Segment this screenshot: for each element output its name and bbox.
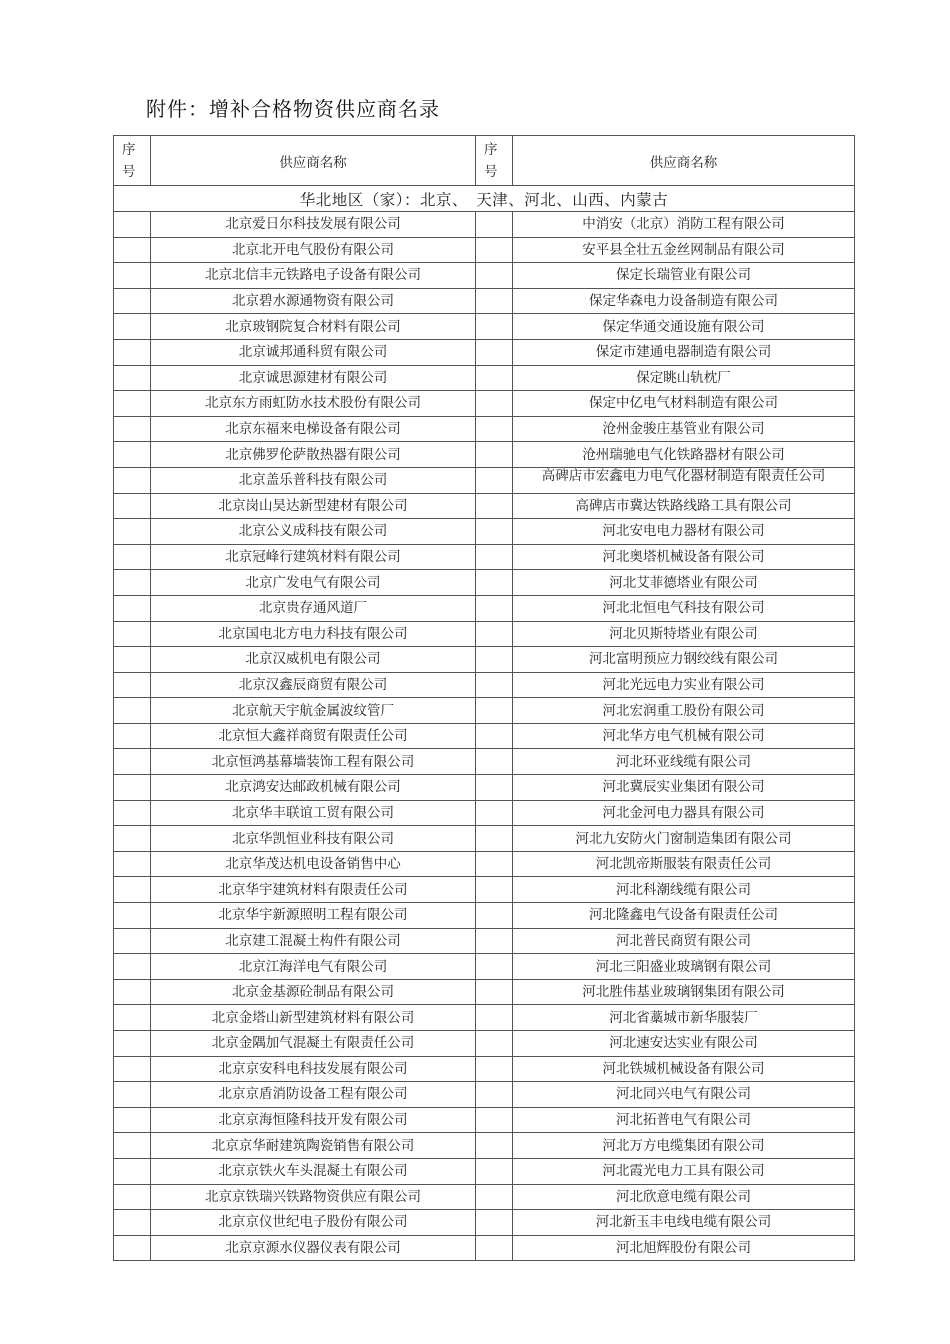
seq-cell-right (476, 749, 513, 775)
seq-cell-right (476, 826, 513, 852)
supplier-name-right: 河北铁城机械设备有限公司 (513, 1056, 855, 1082)
seq-cell-right (476, 1005, 513, 1031)
table-row (114, 212, 855, 238)
table-row (114, 595, 855, 621)
seq-cell-right (476, 647, 513, 673)
table-row (114, 570, 855, 596)
seq-cell-left (114, 903, 151, 929)
supplier-name-right: 河北贝斯特塔业有限公司 (513, 621, 855, 647)
name-header-right: 供应商名称 (513, 136, 855, 186)
seq-cell-left (114, 928, 151, 954)
seq-cell-right (476, 1210, 513, 1236)
seq-cell-right (476, 979, 513, 1005)
table-row (114, 263, 855, 289)
seq-header-left: 序 号 (114, 136, 151, 186)
seq-cell-left (114, 365, 151, 391)
supplier-name-right: 河北同兴电气有限公司 (513, 1082, 855, 1108)
supplier-name-right: 安平县全壮五金丝网制品有限公司 (513, 237, 855, 263)
supplier-name-left: 北京金塔山新型建筑材料有限公司 (151, 1005, 476, 1031)
seq-cell-right (476, 570, 513, 596)
seq-cell-right (476, 416, 513, 442)
seq-cell-right (476, 877, 513, 903)
seq-cell-left (114, 467, 151, 493)
table-header-row (114, 136, 855, 186)
supplier-name-right: 河北华方电气机械有限公司 (513, 723, 855, 749)
seq-cell-left (114, 979, 151, 1005)
supplier-name-left: 北京京源水仪器仪表有限公司 (151, 1235, 476, 1261)
table-row (114, 851, 855, 877)
seq-cell-right (476, 954, 513, 980)
seq-cell-left (114, 314, 151, 340)
table-row (114, 672, 855, 698)
table-row (114, 1107, 855, 1133)
supplier-name-left: 北京碧水源通物资有限公司 (151, 288, 476, 314)
supplier-name-right: 河北欣意电缆有限公司 (513, 1184, 855, 1210)
supplier-name-right: 河北万方电缆集团有限公司 (513, 1133, 855, 1159)
table-row (114, 928, 855, 954)
supplier-name-left: 北京北开电气股份有限公司 (151, 237, 476, 263)
seq-cell-left (114, 954, 151, 980)
seq-cell-left (114, 570, 151, 596)
seq-cell-right (476, 339, 513, 365)
supplier-name-right: 河北富明预应力钢绞线有限公司 (513, 647, 855, 673)
table-row (114, 1005, 855, 1031)
seq-cell-right (476, 1184, 513, 1210)
seq-cell-right (476, 1082, 513, 1108)
seq-cell-left (114, 595, 151, 621)
table-row (114, 621, 855, 647)
supplier-name-right: 中消安（北京）消防工程有限公司 (513, 212, 855, 238)
region-row (114, 186, 855, 212)
table-row (114, 954, 855, 980)
supplier-name-left: 北京恒鸿基幕墙装饰工程有限公司 (151, 749, 476, 775)
table-row (114, 1210, 855, 1236)
seq-cell-left (114, 851, 151, 877)
supplier-name-left: 北京江海洋电气有限公司 (151, 954, 476, 980)
seq-cell-right (476, 1107, 513, 1133)
seq-cell-right (476, 723, 513, 749)
supplier-name-left: 北京盖乐普科技有限公司 (151, 467, 476, 493)
table-row (114, 544, 855, 570)
seq-cell-right (476, 1031, 513, 1057)
supplier-name-left: 北京汉鑫辰商贸有限公司 (151, 672, 476, 698)
table-row (114, 416, 855, 442)
supplier-name-right: 高碑店市冀达铁路线路工具有限公司 (513, 493, 855, 519)
seq-cell-left (114, 749, 151, 775)
seq-cell-right (476, 1158, 513, 1184)
seq-cell-left (114, 288, 151, 314)
supplier-name-left: 北京京仪世纪电子股份有限公司 (151, 1210, 476, 1236)
supplier-name-right: 河北三阳盛业玻璃钢有限公司 (513, 954, 855, 980)
supplier-name-left: 北京华丰联谊工贸有限公司 (151, 800, 476, 826)
supplier-name-left: 北京航天宇航金属波纹管厂 (151, 698, 476, 724)
table-row (114, 1184, 855, 1210)
supplier-name-right: 高碑店市宏鑫电力电气化器材制造有限责任公司 (513, 467, 855, 493)
seq-cell-left (114, 647, 151, 673)
seq-cell-left (114, 877, 151, 903)
seq-cell-right (476, 237, 513, 263)
supplier-name-right: 河北奥塔机械设备有限公司 (513, 544, 855, 570)
table-row (114, 749, 855, 775)
seq-cell-left (114, 800, 151, 826)
table-row (114, 723, 855, 749)
seq-cell-right (476, 288, 513, 314)
table-row (114, 800, 855, 826)
supplier-name-left: 北京京华耐建筑陶瓷销售有限公司 (151, 1133, 476, 1159)
supplier-name-left: 北京华宇新源照明工程有限公司 (151, 903, 476, 929)
supplier-name-left: 北京北信丰元铁路电子设备有限公司 (151, 263, 476, 289)
table-row (114, 1031, 855, 1057)
seq-cell-right (476, 621, 513, 647)
supplier-name-right: 河北普民商贸有限公司 (513, 928, 855, 954)
supplier-name-right: 保定华通交通设施有限公司 (513, 314, 855, 340)
name-header-left: 供应商名称 (151, 136, 476, 186)
seq-cell-left (114, 621, 151, 647)
supplier-name-right: 河北速安达实业有限公司 (513, 1031, 855, 1057)
seq-header-right: 序 号 (476, 136, 513, 186)
supplier-name-right: 保定中亿电气材料制造有限公司 (513, 391, 855, 417)
seq-cell-left (114, 1210, 151, 1236)
supplier-name-right: 河北胜伟基业玻璃钢集团有限公司 (513, 979, 855, 1005)
seq-cell-right (476, 903, 513, 929)
table-row (114, 442, 855, 468)
supplier-name-right: 河北省藁城市新华服装厂 (513, 1005, 855, 1031)
table-row (114, 1056, 855, 1082)
supplier-name-left: 北京金基源砼制品有限公司 (151, 979, 476, 1005)
seq-cell-left (114, 339, 151, 365)
supplier-name-right: 河北北恒电气科技有限公司 (513, 595, 855, 621)
supplier-name-left: 北京京铁火车头混凝土有限公司 (151, 1158, 476, 1184)
seq-cell-right (476, 442, 513, 468)
supplier-name-right: 河北冀辰实业集团有限公司 (513, 775, 855, 801)
seq-cell-right (476, 212, 513, 238)
table-row (114, 1082, 855, 1108)
supplier-name-left: 北京鸿安达邮政机械有限公司 (151, 775, 476, 801)
supplier-name-left: 北京广发电气有限公司 (151, 570, 476, 596)
table-row (114, 877, 855, 903)
table-row (114, 647, 855, 673)
seq-cell-right (476, 928, 513, 954)
supplier-name-left: 北京华茂达机电设备销售中心 (151, 851, 476, 877)
seq-cell-left (114, 1133, 151, 1159)
supplier-table (113, 135, 855, 1261)
seq-cell-right (476, 1235, 513, 1261)
table-row (114, 826, 855, 852)
table-row (114, 339, 855, 365)
seq-cell-left (114, 1031, 151, 1057)
seq-cell-left (114, 1184, 151, 1210)
supplier-name-left: 北京国电北方电力科技有限公司 (151, 621, 476, 647)
table-row (114, 391, 855, 417)
table-row (114, 1235, 855, 1261)
supplier-name-left: 北京金隅加气混凝土有限责任公司 (151, 1031, 476, 1057)
seq-cell-right (476, 1056, 513, 1082)
seq-cell-right (476, 365, 513, 391)
seq-cell-right (476, 1133, 513, 1159)
supplier-name-right: 河北凯帝斯服装有限责任公司 (513, 851, 855, 877)
seq-cell-right (476, 800, 513, 826)
supplier-name-right: 河北九安防火门窗制造集团有限公司 (513, 826, 855, 852)
supplier-name-left: 北京玻钢院复合材料有限公司 (151, 314, 476, 340)
seq-cell-left (114, 416, 151, 442)
supplier-name-left: 北京佛罗伦萨散热器有限公司 (151, 442, 476, 468)
seq-cell-right (476, 263, 513, 289)
seq-cell-right (476, 544, 513, 570)
supplier-name-right: 河北金河电力器具有限公司 (513, 800, 855, 826)
supplier-name-left: 北京诚思源建材有限公司 (151, 365, 476, 391)
seq-cell-right (476, 595, 513, 621)
supplier-name-right: 河北霞光电力工具有限公司 (513, 1158, 855, 1184)
supplier-name-right: 沧州瑞驰电气化铁路器材有限公司 (513, 442, 855, 468)
seq-cell-left (114, 519, 151, 545)
supplier-name-left: 北京贵存通风道厂 (151, 595, 476, 621)
supplier-name-right: 河北光远电力实业有限公司 (513, 672, 855, 698)
supplier-name-left: 北京岗山昊达新型建材有限公司 (151, 493, 476, 519)
seq-cell-left (114, 1056, 151, 1082)
supplier-name-left: 北京诚邦通科贸有限公司 (151, 339, 476, 365)
supplier-name-left: 北京东方雨虹防水技术股份有限公司 (151, 391, 476, 417)
table-row (114, 314, 855, 340)
supplier-name-right: 河北宏润重工股份有限公司 (513, 698, 855, 724)
table-row (114, 288, 855, 314)
supplier-name-left: 北京京铁瑞兴铁路物资供应有限公司 (151, 1184, 476, 1210)
seq-cell-left (114, 1235, 151, 1261)
table-row (114, 519, 855, 545)
table-row (114, 903, 855, 929)
seq-cell-left (114, 775, 151, 801)
seq-cell-right (476, 519, 513, 545)
supplier-name-left: 北京爱日尔科技发展有限公司 (151, 212, 476, 238)
supplier-name-right: 河北隆鑫电气设备有限责任公司 (513, 903, 855, 929)
supplier-name-right: 保定市建通电器制造有限公司 (513, 339, 855, 365)
supplier-name-right: 河北环亚线缆有限公司 (513, 749, 855, 775)
seq-cell-left (114, 698, 151, 724)
supplier-name-right: 河北拓普电气有限公司 (513, 1107, 855, 1133)
table-row (114, 698, 855, 724)
supplier-name-left: 北京公义成科技有限公司 (151, 519, 476, 545)
seq-cell-left (114, 263, 151, 289)
seq-cell-left (114, 1107, 151, 1133)
seq-cell-right (476, 775, 513, 801)
seq-cell-left (114, 723, 151, 749)
supplier-name-left: 北京冠峰行建筑材料有限公司 (151, 544, 476, 570)
table-row (114, 237, 855, 263)
table-row (114, 493, 855, 519)
seq-cell-left (114, 826, 151, 852)
supplier-name-right: 沧州金骏庄基管业有限公司 (513, 416, 855, 442)
seq-cell-right (476, 391, 513, 417)
table-row (114, 1133, 855, 1159)
seq-cell-left (114, 212, 151, 238)
seq-cell-left (114, 493, 151, 519)
seq-cell-right (476, 314, 513, 340)
supplier-name-left: 北京恒大鑫祥商贸有限责任公司 (151, 723, 476, 749)
table-row (114, 365, 855, 391)
seq-cell-left (114, 391, 151, 417)
supplier-name-right: 保定华森电力设备制造有限公司 (513, 288, 855, 314)
seq-cell-right (476, 493, 513, 519)
supplier-name-left: 北京汉威机电有限公司 (151, 647, 476, 673)
seq-cell-left (114, 237, 151, 263)
supplier-name-right: 河北新玉丰电线电缆有限公司 (513, 1210, 855, 1236)
supplier-name-right: 保定长瑞管业有限公司 (513, 263, 855, 289)
supplier-name-right: 保定眺山轨枕厂 (513, 365, 855, 391)
supplier-name-right: 河北旭辉股份有限公司 (513, 1235, 855, 1261)
table-row (114, 467, 855, 493)
seq-cell-left (114, 1082, 151, 1108)
supplier-name-left: 北京华宇建筑材料有限责任公司 (151, 877, 476, 903)
seq-cell-left (114, 1005, 151, 1031)
seq-cell-left (114, 544, 151, 570)
table-row (114, 1158, 855, 1184)
seq-cell-left (114, 672, 151, 698)
supplier-name-right: 河北安电电力器材有限公司 (513, 519, 855, 545)
supplier-name-left: 北京京盾消防设备工程有限公司 (151, 1082, 476, 1108)
supplier-name-right: 河北科潮线缆有限公司 (513, 877, 855, 903)
supplier-name-left: 北京华凯恒业科技有限公司 (151, 826, 476, 852)
seq-cell-left (114, 442, 151, 468)
seq-cell-right (476, 672, 513, 698)
seq-cell-right (476, 467, 513, 493)
supplier-name-left: 北京建工混凝土构件有限公司 (151, 928, 476, 954)
table-row (114, 979, 855, 1005)
seq-cell-right (476, 851, 513, 877)
table-row (114, 775, 855, 801)
region-label: 华北地区（家）：北京、 天津、河北、山西、内蒙古 (114, 186, 855, 212)
supplier-name-left: 北京京海恒隆科技开发有限公司 (151, 1107, 476, 1133)
supplier-name-left: 北京京安科电科技发展有限公司 (151, 1056, 476, 1082)
supplier-name-left: 北京东福来电梯设备有限公司 (151, 416, 476, 442)
page-title: 附件：增补合格物资供应商名录 (146, 97, 440, 121)
seq-cell-right (476, 698, 513, 724)
seq-cell-left (114, 1158, 151, 1184)
supplier-name-right: 河北艾菲德塔业有限公司 (513, 570, 855, 596)
